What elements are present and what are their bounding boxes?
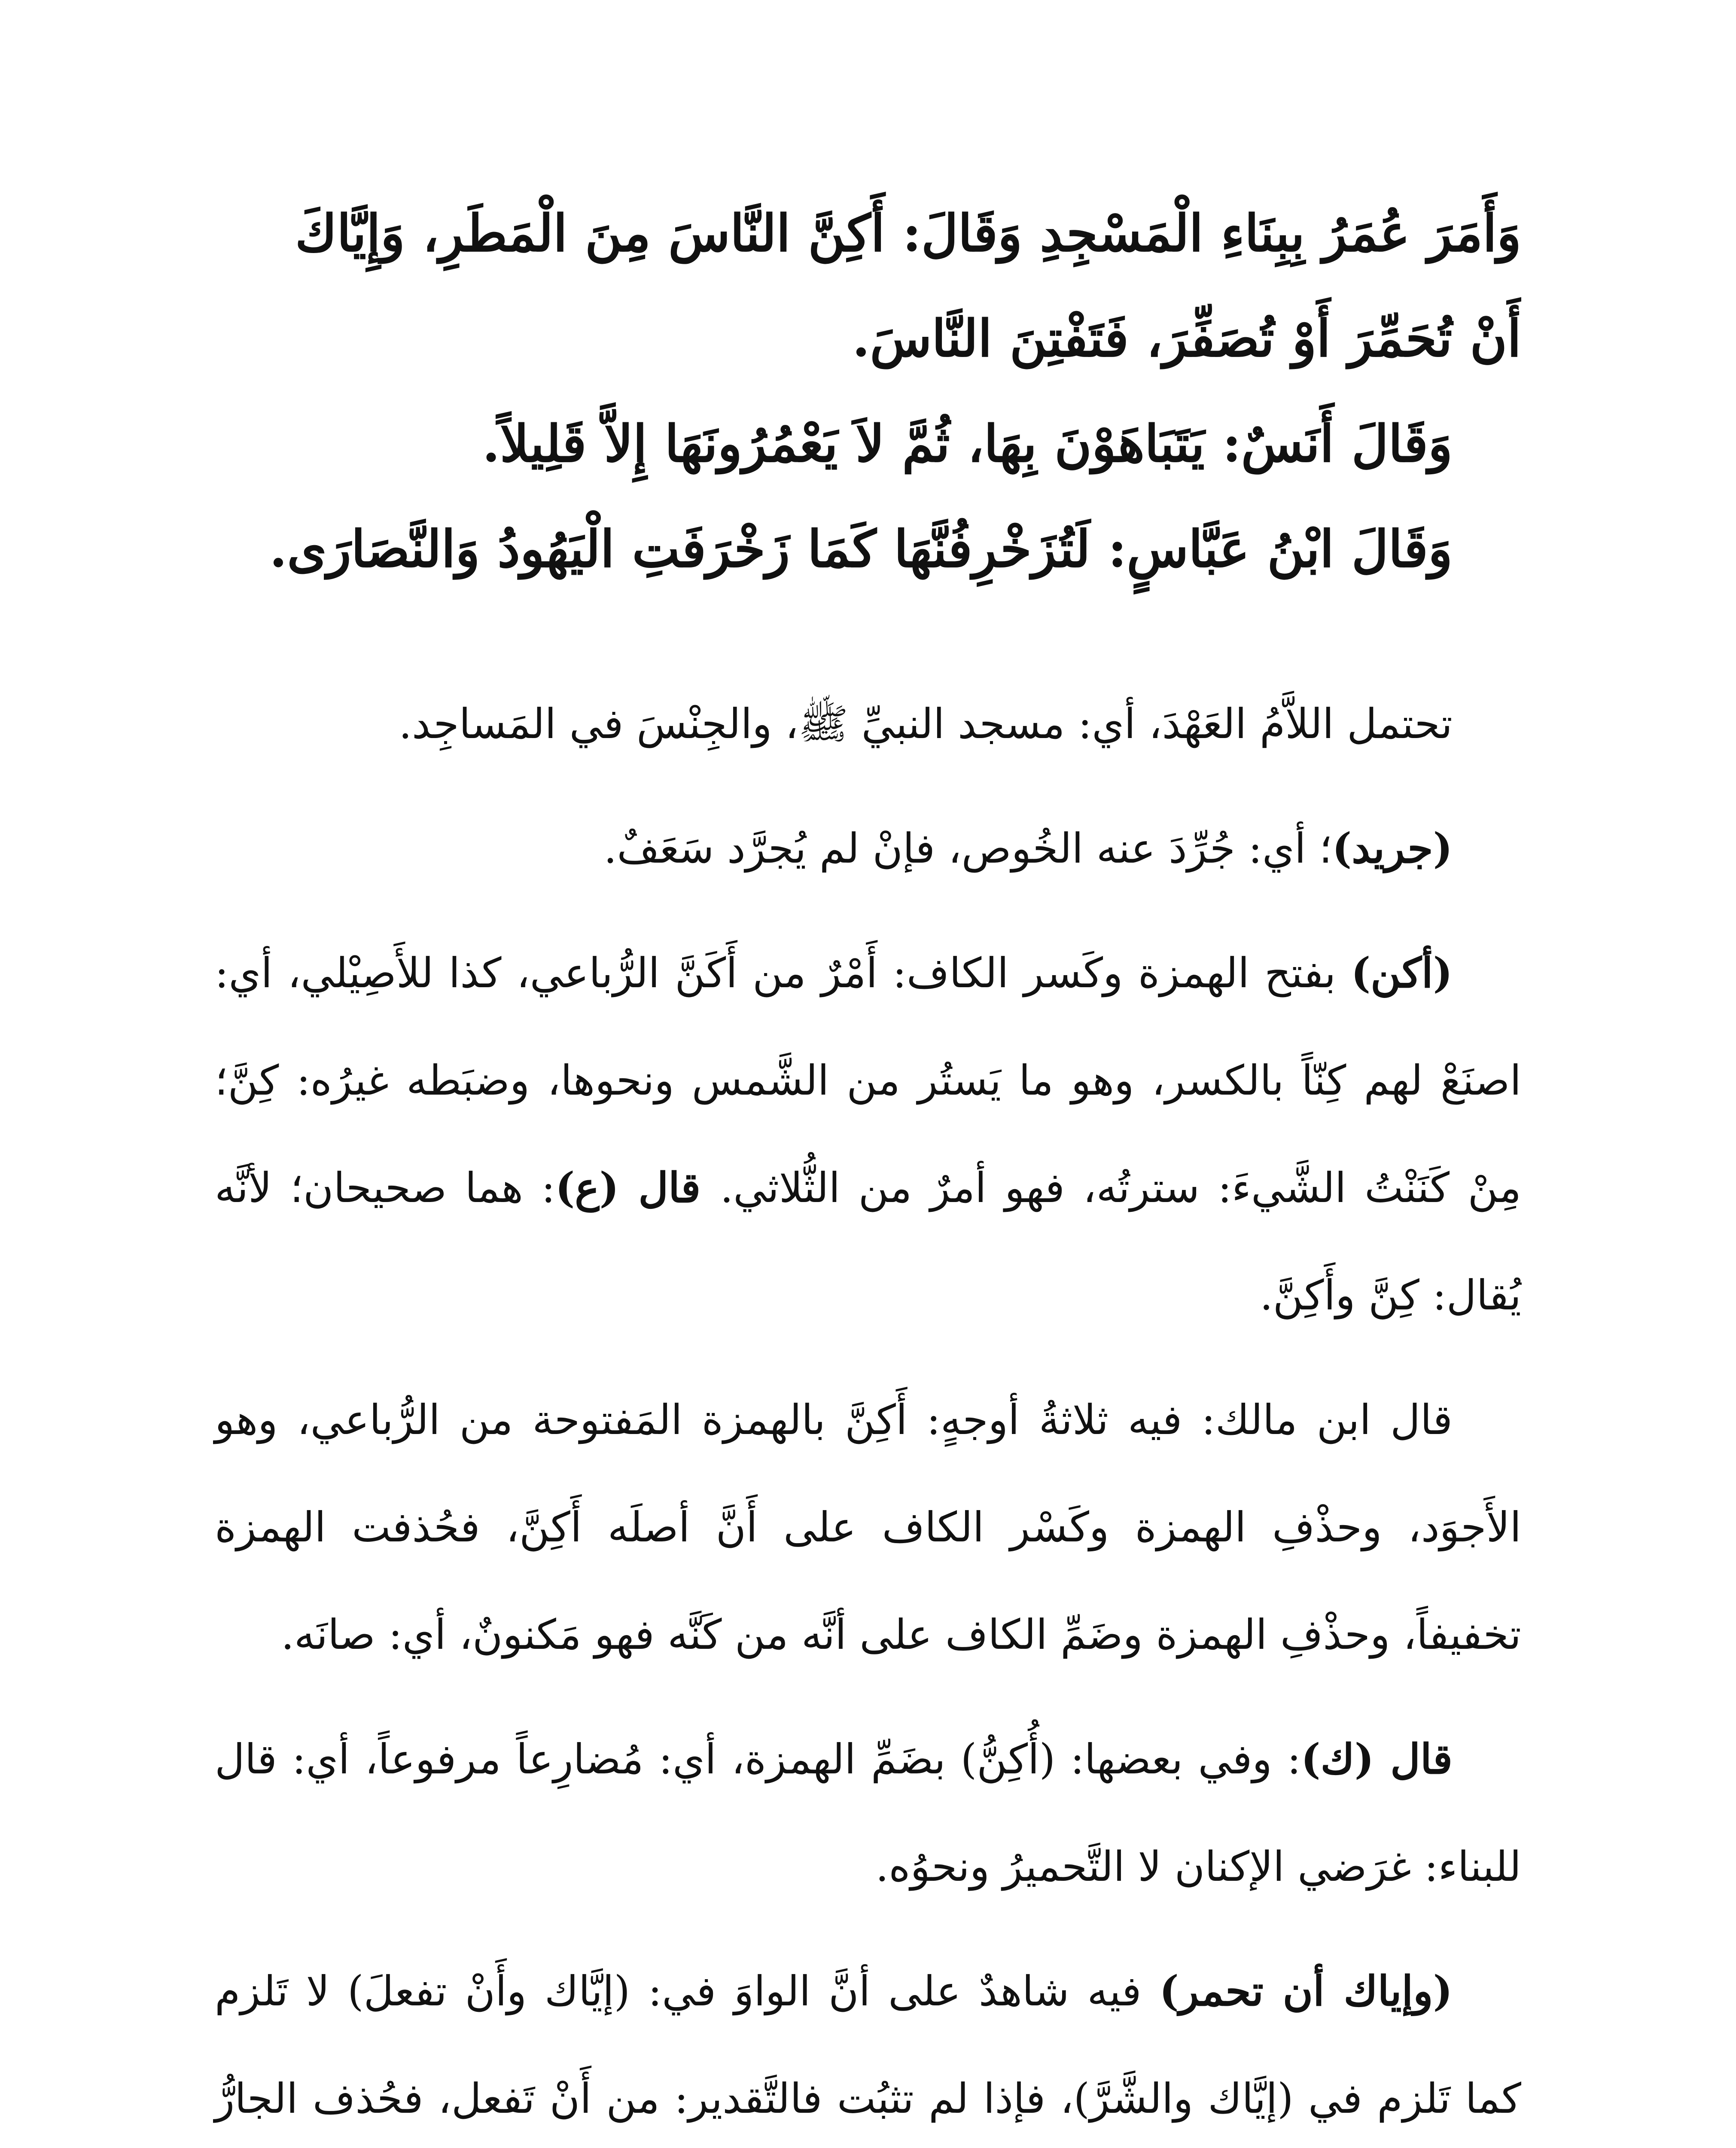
commentary-paragraph: قال ابن مالك: فيه ثلاثةُ أوجهٍ: أَكِنَّ بالهمزة المَفتوحة من الرُّباعي، وهو الأَجوَد، وحذْفِ الهمزة وكَسْر الكاف على أَنَّ أصلَه أَكِنَّ، فحُذفت الهمزة تخفيفاً، وحذْفِ الهمزة وضَمِّ الكاف على أنَّه من كَنَّه فهو مَكنونٌ، أي: صانَه. bbox=[215, 1396, 1521, 1659]
paragraph-heading: قال (ع) bbox=[555, 1163, 720, 1212]
commentary-paragraph bbox=[215, 1937, 1521, 2148]
commentary-paragraph bbox=[215, 919, 1521, 1349]
commentary-paragraph: تحتمل اللاَّمُ العَهْدَ، أي: مسجد النبيِّ ﷺ، والجِنْسَ في المَساجِد. bbox=[399, 700, 1453, 748]
paragraph-text: : هما صحيحان؛ لأنَّه يُقال: كِنَّ وأَكِنَّ. bbox=[215, 1164, 1521, 1319]
paragraph-heading: (وإياك أن تحمر) bbox=[1159, 1967, 1453, 2015]
commentary-paragraph bbox=[215, 795, 1521, 902]
quote-line: وَقَالَ أَنَسٌ: يَتَبَاهَوْنَ بِهَا، ثُمَّ لاَ يَعْمُرُونَهَا إِلاَّ قَلِيلاً. bbox=[482, 414, 1453, 473]
paragraph-text: فيه شاهدٌ على أنَّ الواوَ في: (إيَّاك وأَنْ تفعلَ) لا تَلزم كما تَلزم في (إيَّاك والشَّرَّ)، فإذا لم تثبُت فالتَّقدير: من أَنْ تَفعل، فحُذف الجارُّ bbox=[215, 1967, 1521, 2123]
paragraph-text: : وفي بعضها: (أُكِنُّ) بضَمِّ الهمزة، أي: مُضارِعاً مرفوعاً، أي: قال للبناء: غرَضي الإكنان لا التَّحميرُ ونحوُه. bbox=[215, 1735, 1521, 1891]
paragraph-heading: قال (ك) bbox=[1301, 1735, 1453, 1783]
paragraph-heading: (أكن) bbox=[1351, 949, 1453, 997]
quote-line: وَقَالَ ابْنُ عَبَّاسٍ: لَتُزَخْرِفُنَّهَا كَمَا زَخْرَفَتِ الْيَهُودُ وَالنَّصَارَى. bbox=[269, 519, 1453, 579]
paragraph-heading: (جريد) bbox=[1332, 824, 1453, 873]
hadith-quote-block bbox=[215, 180, 1521, 601]
commentary-paragraph bbox=[215, 1706, 1521, 1920]
paragraph-text: بفتح الهمزة وكَسر الكاف: أَمْرٌ من أَكَنَّ الرُّباعي، كذا للأَصِيْلي، أي: اصنَعْ لهم كِنّاً بالكسر، وهو ما يَستُر من الشَّمس ونحوها، وضبَطه غيرُه: كِنَّ؛ مِنْ كَنَنْتُ الشَّيءَ: سترتُه، فهو أمرٌ من الثُّلاثي. bbox=[215, 949, 1522, 1212]
quote-line: أَنْ تُحَمِّرَ أَوْ تُصَفِّرَ، فَتَفْتِنَ النَّاسَ. bbox=[852, 308, 1521, 368]
paragraph-text: ؛ أي: جُرِّدَ عنه الخُوص، فإنْ لم يُجرَّد سَعَفٌ. bbox=[603, 824, 1332, 873]
quote-line: وَأَمَرَ عُمَرُ بِبِنَاءِ الْمَسْجِدِ وَقَالَ: أَكِنَّ النَّاسَ مِنَ الْمَطَرِ، وَإِيَّاكَ bbox=[295, 203, 1521, 263]
commentary-block bbox=[215, 670, 1521, 2148]
